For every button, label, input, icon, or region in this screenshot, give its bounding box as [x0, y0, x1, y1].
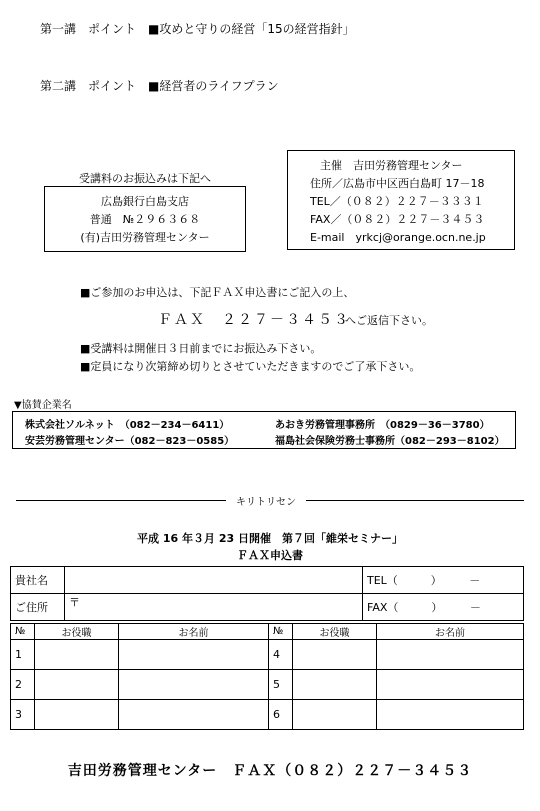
row-title-input[interactable] — [293, 670, 377, 700]
col-name-header: お名前 — [119, 624, 269, 640]
col-no-header: № — [11, 624, 35, 640]
form-subtitle: ＦＡＸ申込書 — [237, 549, 303, 562]
payment-bank: 広島銀行白島支店 — [101, 195, 189, 208]
col-name-header: お名前 — [377, 624, 524, 640]
note-fax-suffix: へご返信下さい。 — [345, 314, 433, 327]
col-no-header: № — [269, 624, 293, 640]
row-number: 4 — [269, 640, 293, 670]
cut-line-right — [306, 500, 524, 501]
sponsor-item: 福島社会保険労務士事務所（082－293－8102） — [275, 436, 505, 447]
cut-line-left — [16, 500, 226, 501]
payment-holder: (有)吉田労務管理センター — [80, 231, 210, 244]
sponsor-item: 安芸労務管理センター（082－823－0585） — [25, 436, 235, 447]
row-title-input[interactable] — [293, 700, 377, 730]
note-apply: ■ご参加のお申込は、下記ＦＡＸ申込書にご記入の上、 — [80, 286, 355, 299]
organizer-name: 主催 吉田労務管理センター — [320, 159, 463, 172]
payment-account: 普通 №２９６３６８ — [89, 213, 201, 226]
address-input[interactable] — [65, 594, 363, 621]
sponsor-item: あおき労務管理事務所 （0829－36－3780） — [275, 420, 490, 431]
sponsors-heading: ▼協賛企業名 — [14, 400, 72, 411]
row-number: 3 — [11, 700, 35, 730]
form-header-table — [10, 566, 524, 621]
company-label: 貴社名 — [11, 567, 65, 594]
participants-table — [10, 623, 524, 730]
row-name-input[interactable] — [119, 700, 269, 730]
sponsor-item: 株式会社ソルネット （082－234－6411） — [25, 420, 230, 431]
col-title-header: お役職 — [293, 624, 377, 640]
organizer-box — [287, 150, 515, 250]
postal-mark: 〒 — [69, 596, 80, 609]
note-fax-number: ＦＡＸ ２２７－３４５３ — [158, 312, 350, 328]
row-title-input[interactable] — [293, 640, 377, 670]
col-title-header: お役職 — [35, 624, 119, 640]
company-input[interactable] — [65, 567, 363, 594]
point-1: 第一講 ポイント ■攻めと守りの経営「15の経営指針」 — [40, 22, 355, 36]
row-number: 6 — [269, 700, 293, 730]
row-title-input[interactable] — [35, 640, 119, 670]
row-name-input[interactable] — [377, 700, 524, 730]
fax-input[interactable]: FAX（ ） － — [363, 594, 524, 621]
organizer-address: 住所／広島市中区西白島町 17－18 — [310, 177, 485, 190]
organizer-fax: FAX／（０８２）２２７－３４５３ — [310, 213, 485, 226]
row-name-input[interactable] — [377, 670, 524, 700]
point-2: 第二講 ポイント ■経営者のライフプラン — [40, 79, 279, 93]
sponsors-box — [12, 411, 516, 449]
note-deadline: ■受講料は開催日３日前までにお振込み下さい。 — [80, 342, 322, 355]
address-label: ご住所 — [11, 594, 65, 621]
row-name-input[interactable] — [119, 670, 269, 700]
row-name-input[interactable] — [119, 640, 269, 670]
note-capacity: ■定員になり次第締め切りとさせていただきますのでご了承下さい。 — [80, 360, 421, 373]
cut-line-label: キリトリセン — [236, 497, 296, 508]
payment-box — [44, 186, 246, 252]
footer-fax: 吉田労務管理センター ＦＡＸ（０８２）２２７－３４５３ — [67, 763, 473, 779]
row-title-input[interactable] — [35, 670, 119, 700]
organizer-email: E-mail yrkcj@orange.ocn.ne.jp — [310, 231, 486, 244]
organizer-tel: TEL／（０８２）２２７－３３３１ — [310, 195, 484, 208]
row-number: 2 — [11, 670, 35, 700]
row-number: 1 — [11, 640, 35, 670]
form-title: 平成 16 年３月 23 日開催 第７回「維栄セミナー」 — [137, 532, 403, 545]
payment-heading: 受講料のお振込みは下記へ — [79, 172, 211, 185]
tel-input[interactable]: TEL（ ） － — [363, 567, 524, 594]
row-name-input[interactable] — [377, 640, 524, 670]
row-title-input[interactable] — [35, 700, 119, 730]
row-number: 5 — [269, 670, 293, 700]
